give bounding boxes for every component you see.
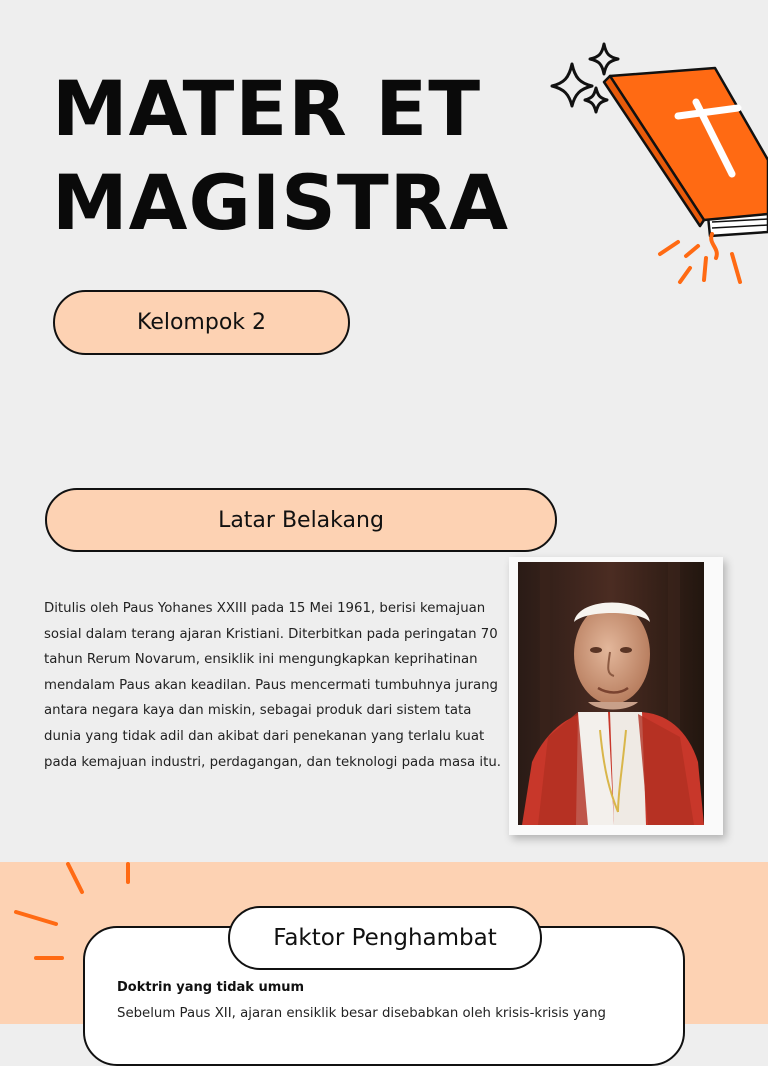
section-heading-faktor: [228, 906, 542, 970]
latar-body: Ditulis oleh Paus Yohanes XXIII pada 15 Mei 1961, berisi kemajuan sosial dalam terang ajaran Kristiani. Diterbitkan pada peringatan 70 tahun Rerum Novarum, ensiklik ini mengungkapkan keprihatinan mendalam Paus akan keadilan. Paus mencermati tumbuhnya jurang antara negara kaya dan miskin, sebagai produk dari sistem tata dunia yang tidak adil dan akibat dari penekanan yang terlalu kuat pada kemajuan industri, perdagangan, dan teknologi pada masa itu.: [44, 601, 501, 770]
title-line-1: MATER ET: [52, 64, 482, 153]
faktor-subheading: Doktrin yang tidak umum: [117, 980, 305, 995]
title-line-2: MAGISTRA: [52, 158, 510, 247]
group-badge: [53, 290, 350, 355]
group-label: Kelompok 2: [136, 310, 267, 335]
latar-heading: Latar Belakang: [218, 507, 384, 533]
bible-icon: [540, 36, 768, 296]
pope-photo-frame: [509, 557, 723, 835]
faktor-heading: Faktor Penghambat: [273, 925, 497, 951]
faktor-body: Sebelum Paus XII, ajaran ensiklik besar disebabkan oleh krisis-krisis yang: [117, 1006, 606, 1021]
page-title: [52, 62, 509, 250]
section-heading-latar: [45, 488, 557, 552]
pope-portrait-image: [518, 562, 704, 825]
